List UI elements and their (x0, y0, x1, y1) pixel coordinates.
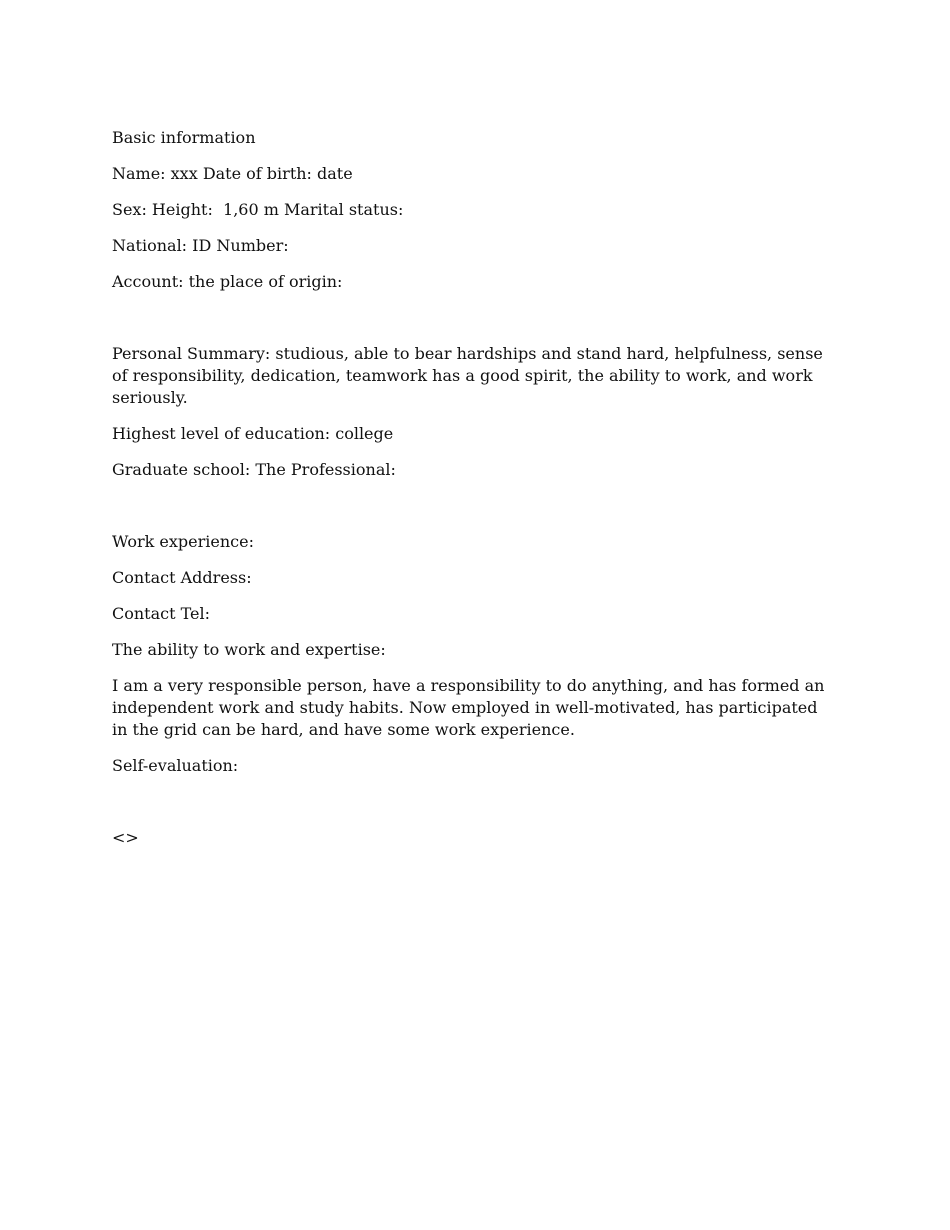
contact-address-line: Contact Address: (112, 568, 252, 587)
basic-info-heading: Basic information (112, 128, 256, 147)
education-line: Highest level of education: college (112, 424, 394, 443)
account-line: Account: the place of origin: (112, 272, 343, 291)
footer-mark: <> (112, 828, 139, 847)
blank-line (112, 495, 832, 517)
blank-line (112, 307, 832, 329)
ability-heading: The ability to work and expertise: (112, 640, 386, 659)
self-evaluation-line: Self-evaluation: (112, 756, 239, 775)
blank-line (112, 791, 832, 813)
national-line: National: ID Number: (112, 236, 289, 255)
document-body (112, 127, 832, 863)
personal-summary: Personal Summary: studious, able to bear hardships and stand hard, helpfulness, sense of responsibility, dedication, teamwork has a good spirit, the ability to work, and work seriously. (112, 344, 828, 407)
ability-text: I am a very responsible person, have a responsibility to do anything, and has formed an independent work and study habits. Now employed in well-motivated, has participated in the grid can be hard, and have some work experience. (112, 676, 830, 739)
work-experience-line: Work experience: (112, 532, 254, 551)
contact-tel-line: Contact Tel: (112, 604, 211, 623)
name-line: Name: xxx Date of birth: date (112, 164, 353, 183)
sex-line: Sex: Height: 1,60 m Marital status: (112, 200, 404, 219)
graduate-line: Graduate school: The Professional: (112, 460, 396, 479)
